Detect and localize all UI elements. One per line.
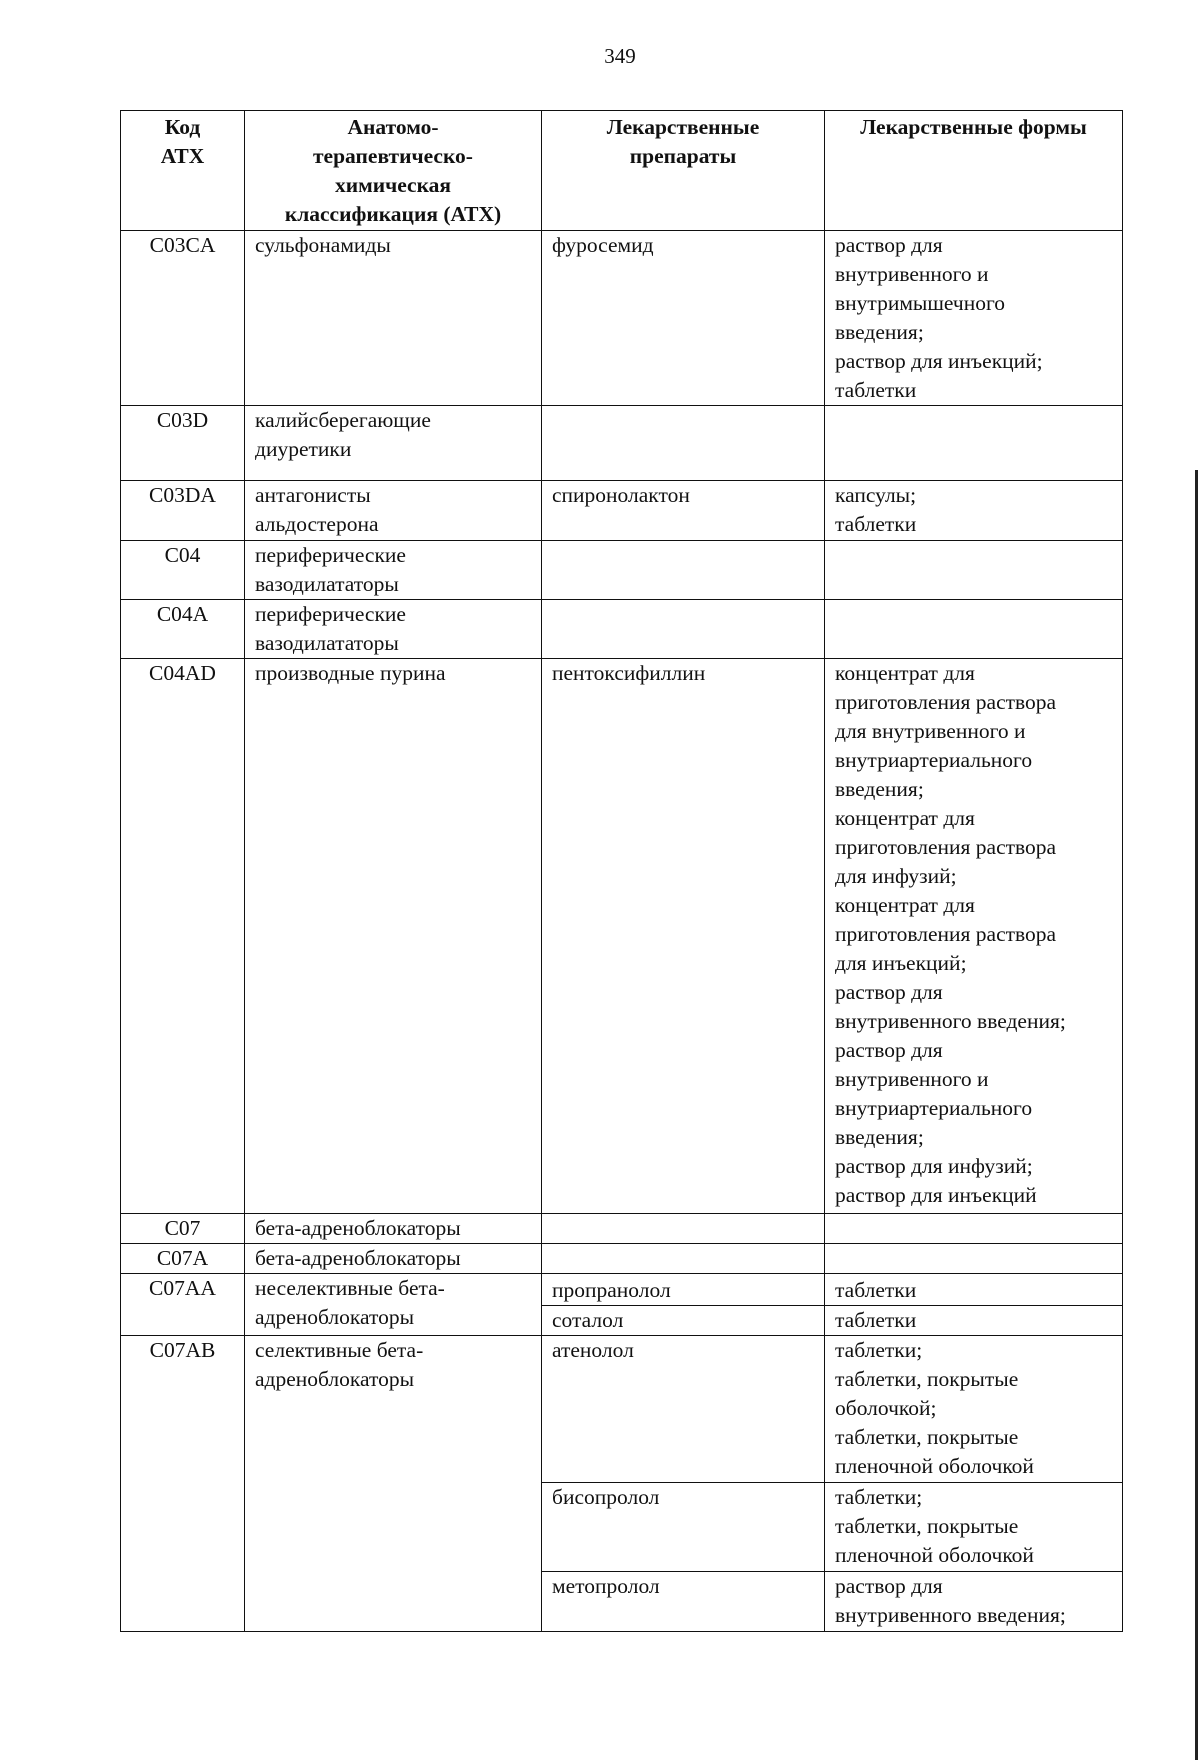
row-drug: пропранолол bbox=[542, 1274, 825, 1306]
table-row bbox=[121, 600, 1123, 659]
row-form: таблетки; таблетки, покрытые пленочной оболочкой bbox=[825, 1483, 1123, 1572]
row-drug: спиронолактон bbox=[542, 481, 825, 541]
row-code: C04 bbox=[121, 541, 245, 600]
table-row bbox=[121, 231, 1123, 406]
row-drug bbox=[542, 1214, 825, 1244]
header-code: Код АТХ bbox=[121, 111, 245, 231]
row-code: C07AB bbox=[121, 1336, 245, 1632]
table-row bbox=[121, 1336, 1123, 1483]
row-form: таблетки; таблетки, покрытые оболочкой; таблетки, покрытые пленочной оболочкой bbox=[825, 1336, 1123, 1483]
header-drugs: Лекарственные препараты bbox=[542, 111, 825, 231]
page-number: 349 bbox=[604, 44, 636, 68]
row-drug: пентоксифиллин bbox=[542, 659, 825, 1214]
row-form: концентрат для приготовления раствора для внутривенного и внутриартериального введения; концентрат для приготовления раствора для инфузий; концентрат для приготовления раствора для инъекций; раствор для внутривенного введения; раствор для внутривенного и внутриартериального введения; раствор для инфузий; раствор для инъекций bbox=[825, 659, 1123, 1214]
row-form bbox=[825, 406, 1123, 481]
table-row bbox=[121, 1244, 1123, 1274]
table-row bbox=[121, 481, 1123, 541]
row-form bbox=[825, 1214, 1123, 1244]
row-drug: метопролол bbox=[542, 1572, 825, 1632]
row-classification: периферические вазодилататоры bbox=[245, 600, 542, 659]
row-form: раствор для внутривенного и внутримышечного введения; раствор для инъекций; таблетки bbox=[825, 231, 1123, 406]
table-row bbox=[121, 1274, 1123, 1306]
row-drug bbox=[542, 600, 825, 659]
row-form bbox=[825, 541, 1123, 600]
row-code: C07AA bbox=[121, 1274, 245, 1336]
row-form bbox=[825, 1244, 1123, 1274]
row-form: таблетки bbox=[825, 1306, 1123, 1336]
row-code: C03CA bbox=[121, 231, 245, 406]
row-classification: селективные бета- адреноблокаторы bbox=[245, 1336, 542, 1632]
row-classification: калийсберегающие диуретики bbox=[245, 406, 542, 481]
row-classification: неселективные бета- адреноблокаторы bbox=[245, 1274, 542, 1336]
row-drug bbox=[542, 406, 825, 481]
row-drug bbox=[542, 1244, 825, 1274]
table-row bbox=[121, 1214, 1123, 1244]
row-drug bbox=[542, 541, 825, 600]
row-drug: фуросемид bbox=[542, 231, 825, 406]
header-forms: Лекарственные формы bbox=[825, 111, 1123, 231]
row-code: C04AD bbox=[121, 659, 245, 1214]
table-header-row bbox=[121, 111, 1123, 231]
atx-table bbox=[120, 110, 1123, 1632]
row-classification: антагонисты альдостерона bbox=[245, 481, 542, 541]
table-row bbox=[121, 659, 1123, 1214]
table-row bbox=[121, 541, 1123, 600]
row-classification: бета-адреноблокаторы bbox=[245, 1244, 542, 1274]
header-classification: Анатомо- терапевтическо- химическая классификация (АТХ) bbox=[245, 111, 542, 231]
row-drug: соталол bbox=[542, 1306, 825, 1336]
row-form bbox=[825, 600, 1123, 659]
row-code: C03DA bbox=[121, 481, 245, 541]
row-drug: бисопролол bbox=[542, 1483, 825, 1572]
row-classification: производные пурина bbox=[245, 659, 542, 1214]
row-code: C07A bbox=[121, 1244, 245, 1274]
row-code: C04A bbox=[121, 600, 245, 659]
row-classification: бета-адреноблокаторы bbox=[245, 1214, 542, 1244]
row-code: C03D bbox=[121, 406, 245, 481]
row-drug: атенолол bbox=[542, 1336, 825, 1483]
row-form: капсулы; таблетки bbox=[825, 481, 1123, 541]
row-form: таблетки bbox=[825, 1274, 1123, 1306]
row-code: C07 bbox=[121, 1214, 245, 1244]
row-form: раствор для внутривенного введения; bbox=[825, 1572, 1123, 1632]
row-classification: периферические вазодилататоры bbox=[245, 541, 542, 600]
row-classification: сульфонамиды bbox=[245, 231, 542, 406]
scan-edge-line bbox=[1195, 470, 1198, 1760]
table-row bbox=[121, 406, 1123, 481]
